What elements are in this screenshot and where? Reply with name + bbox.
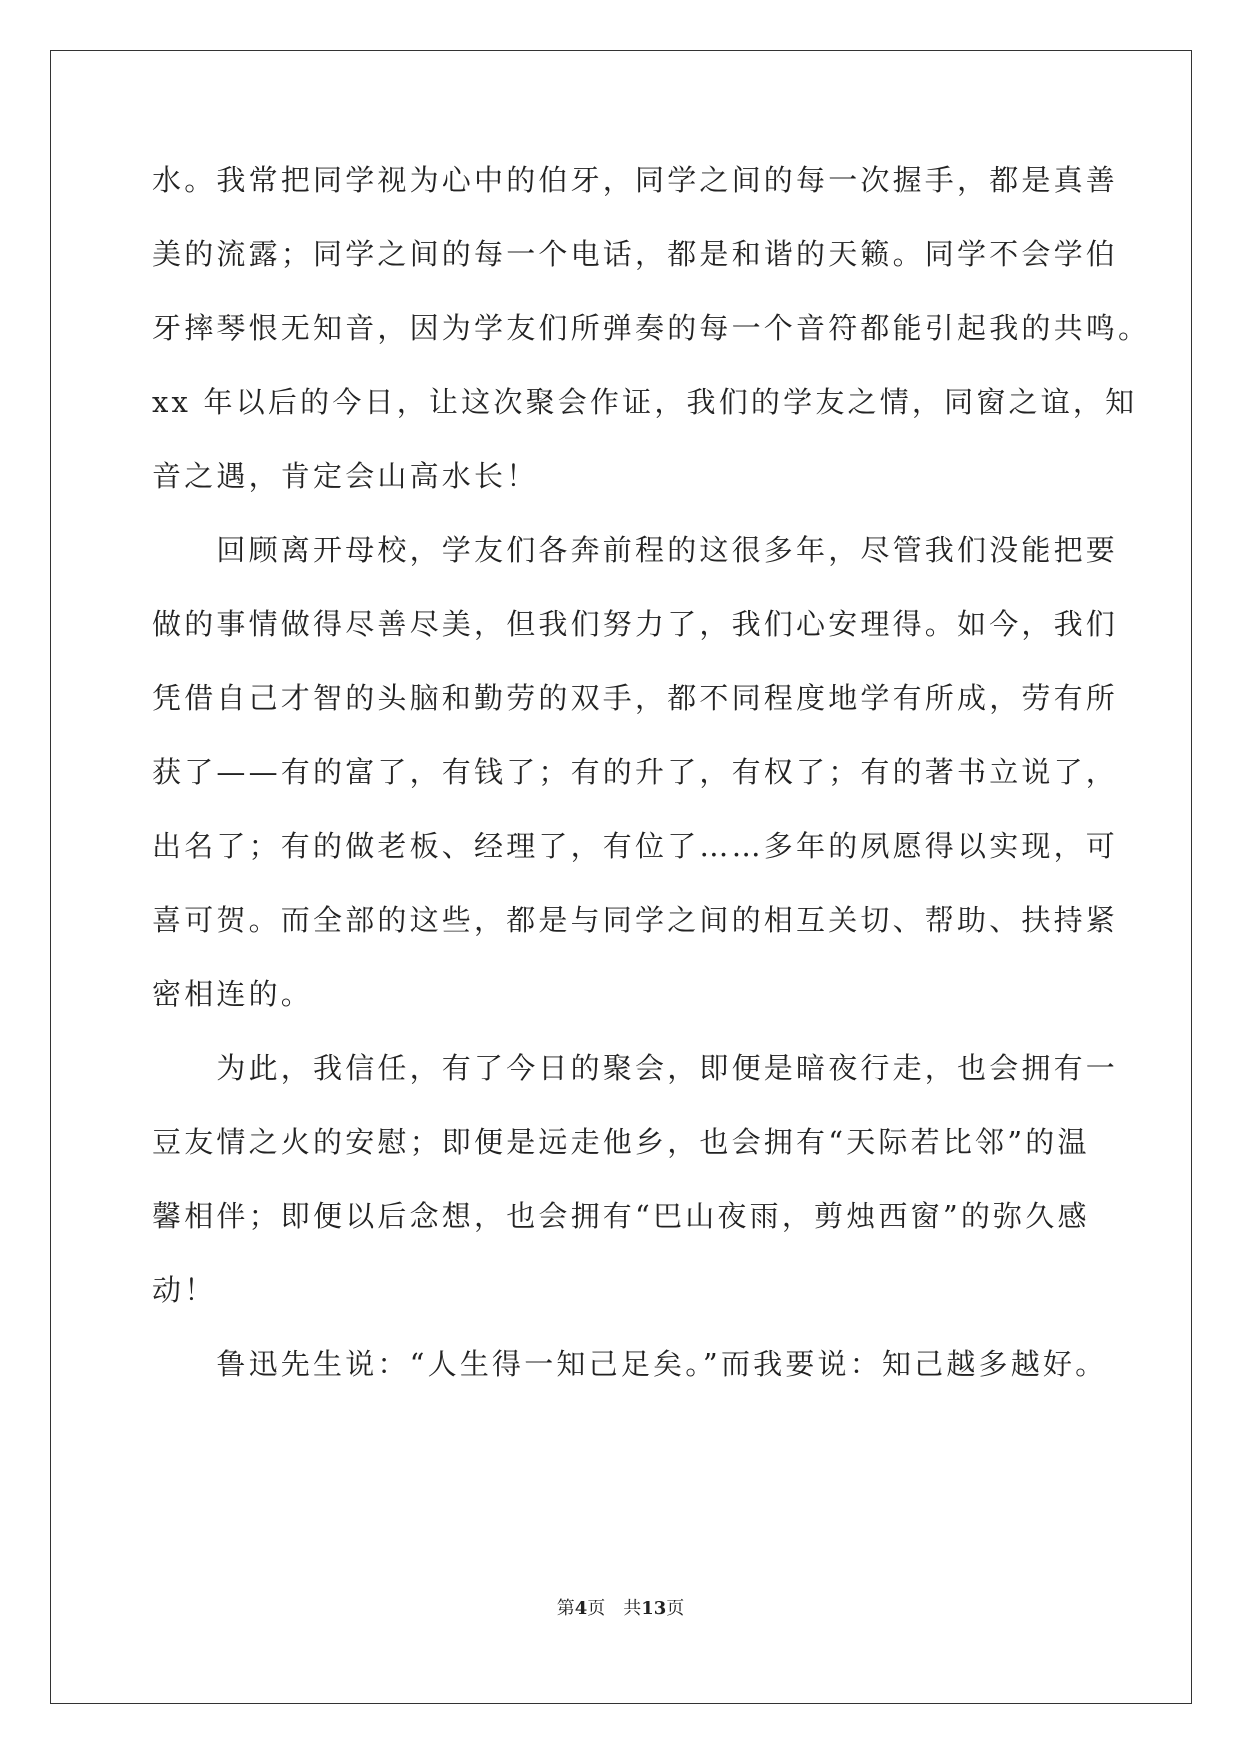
text-line: 出名了；有的做老板、经理了，有位了……多年的夙愿得以实现，可	[152, 829, 1119, 863]
paragraph-start-line: 鲁迅先生说：“人生得一知己足矣。”而我要说：知己越多越好。	[152, 1347, 1108, 1381]
text-line: 美的流露；同学之间的每一个电话，都是和谐的天籁。同学不会学伯	[152, 237, 1119, 271]
text-line: 音之遇，肯定会山高水长！	[152, 459, 539, 493]
page-footer	[0, 1597, 1241, 1621]
total-prefix: 共	[623, 1598, 642, 1619]
text-line: 凭借自己才智的头脑和勤劳的双手，都不同程度地学有所成，劳有所	[152, 681, 1119, 715]
text-line: 馨相伴；即便以后念想，也会拥有“巴山夜雨，剪烛西窗”的弥久感	[152, 1199, 1090, 1233]
page-prefix: 第	[556, 1598, 575, 1619]
text-line: 动！	[152, 1273, 217, 1307]
total-suffix: 页	[666, 1598, 685, 1619]
paragraph-start-line: 为此，我信任，有了今日的聚会，即便是暗夜行走，也会拥有一	[152, 1051, 1119, 1085]
text-line: 豆友情之火的安慰；即便是远走他乡，也会拥有“天际若比邻”的温	[152, 1125, 1090, 1159]
page-suffix: 页	[587, 1598, 606, 1619]
text-line: 密相连的。	[152, 977, 314, 1011]
total-pages-number: 13	[641, 1598, 667, 1619]
text-line: xx 年以后的今日，让这次聚会作证，我们的学友之情，同窗之谊，知	[152, 385, 1138, 419]
text-line: 获了——有的富了，有钱了；有的升了，有权了；有的著书立说了，	[152, 755, 1119, 789]
current-page-number: 4	[574, 1598, 588, 1619]
page-border	[50, 50, 1192, 1704]
paragraph-start-line: 回顾离开母校，学友们各奔前程的这很多年，尽管我们没能把要	[152, 533, 1119, 567]
text-line: 做的事情做得尽善尽美，但我们努力了，我们心安理得。如今，我们	[152, 607, 1119, 641]
text-line: 喜可贺。而全部的这些，都是与同学之间的相互关切、帮助、扶持紧	[152, 903, 1119, 937]
text-line: 水。我常把同学视为心中的伯牙，同学之间的每一次握手，都是真善	[152, 163, 1119, 197]
text-line: 牙摔琴恨无知音，因为学友们所弹奏的每一个音符都能引起我的共鸣。	[152, 311, 1151, 345]
